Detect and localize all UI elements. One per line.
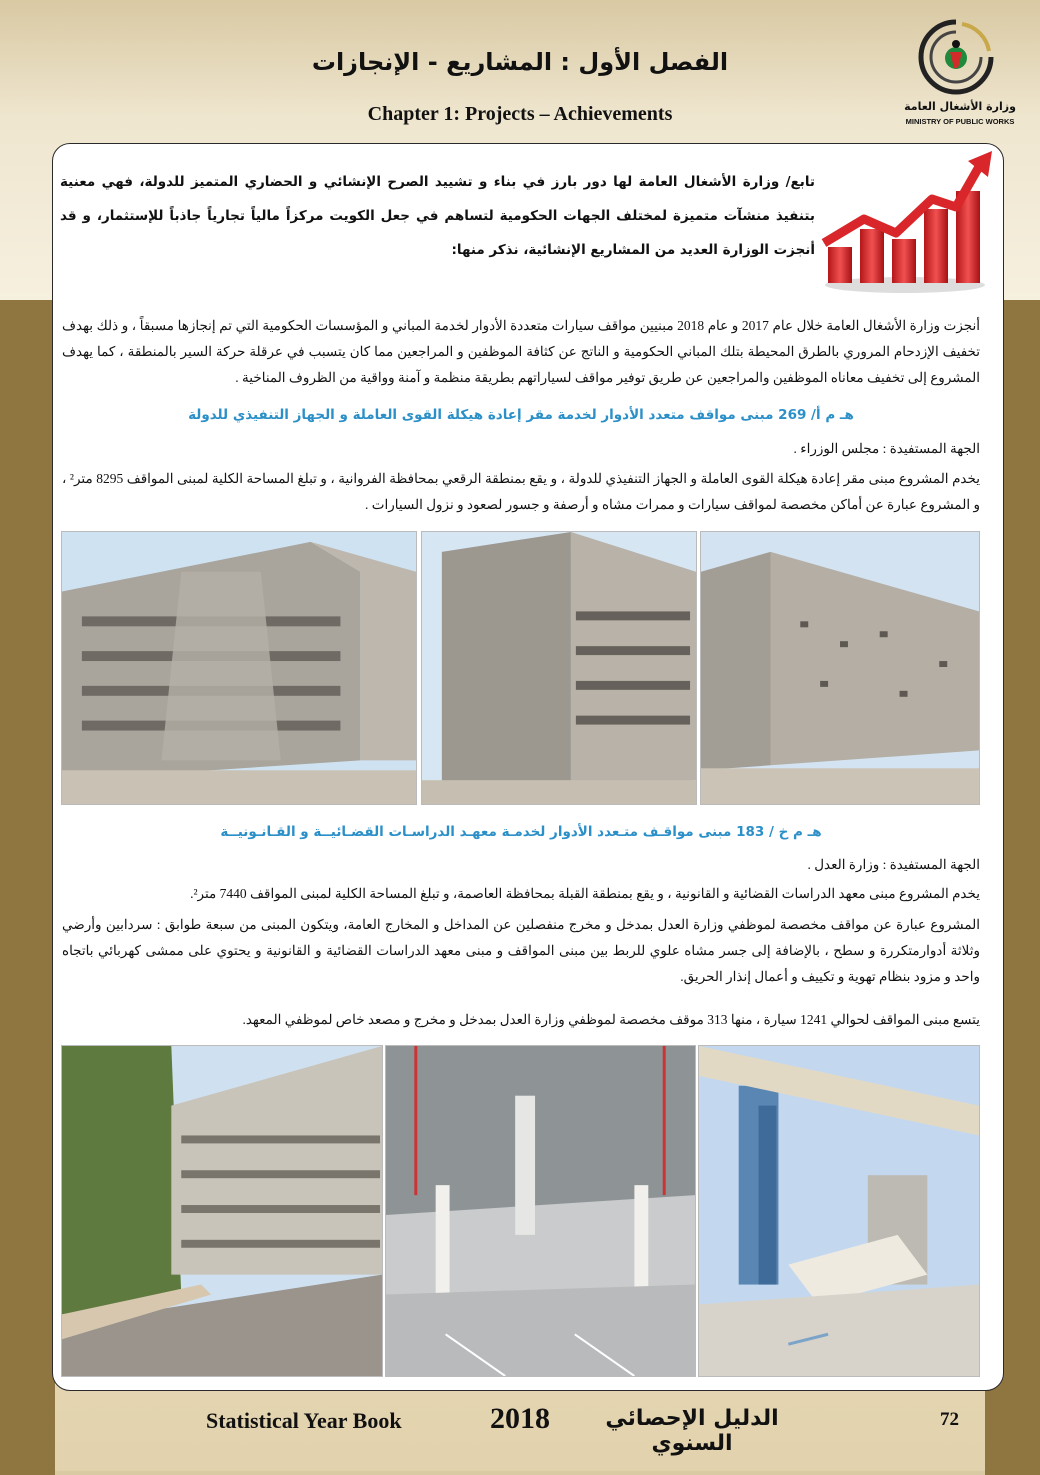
project2-photo-street-view [61, 1045, 383, 1377]
footer-title-english: Statistical Year Book [206, 1408, 402, 1433]
left-decorative-band [0, 300, 55, 1475]
project1-description: يخدم المشروع مبنى مقر إعادة هيكلة القوى العاملة و الجهاز التنفيذي للدولة ، و يقع بمنطقة الرقعي بمحافظة الفروانية ، و تبلغ المساحة الكلية لمبنى المواقف 8295 متر² ، و المشروع عبارة عن أماكن مخصصة لمواقف سيارات و ممرات مشاه و أرصفة و جسور لصعود و نزول السيارات . [62, 471, 980, 512]
page-number: 72 [940, 1409, 959, 1430]
project1-heading: هـ م أ/ 269 مبنى مواقف متعدد الأدوار لخدمة مقر إعادة هيكلة القوى العاملة و الجهاز التنفيذي للدولة [188, 407, 854, 423]
summary-paragraph: أنجزت وزارة الأشغال العامة خلال عام 2017 و عام 2018 مبنيين مواقف سيارات متعددة الأدوار لخدمة المباني و المؤسسات الحكومية التي تم إنجازها مسبقاً ، و ذلك بهدف تخفيف الإزدحام المروري بالطرق المحيطة بتلك المباني الحكومية و الناتج عن كثافة الموظفين و المراجعين مما كان يتسبب في عرقلة حركة السير بالمنطقة ، كما يهدف المشروع إلى تخفيف معاناه الموظفين والمراجعين عن طريق توفير مواقف لسياراتهم بطريقة منظمة و آمنة وواقية من الظروف المناخية . [62, 318, 981, 385]
project1-beneficiary: الجهة المستفيدة : مجلس الوزراء . [793, 441, 980, 456]
project2-beneficiary: الجهة المستفيدة : وزارة العدل . [807, 857, 980, 872]
chapter-title-arabic: الفصل الأول : المشاريع - الإنجازات [311, 48, 729, 76]
project1-photo-building-corner [61, 531, 417, 805]
footer-year: 2018 [490, 1402, 550, 1435]
project2-heading: هـ م خ / 183 مبنى مواقـف متـعدد الأدوار لخدمـة معهـد الدراسـات القضـائيــة و القـانـونيــة [220, 824, 822, 840]
project1-photo-building-front [421, 531, 697, 805]
project2-photo-rooftop-view [698, 1045, 980, 1377]
ministry-emblem-icon [917, 18, 995, 96]
project2-capacity: يتسع مبنى المواقف لحوالي 1241 سيارة ، منها 313 موقف مخصصة لموظفي وزارة العدل بمدخل و مخرج و مصعد خاص لموظفي المعهد. [242, 1012, 980, 1027]
project2-description: المشروع عبارة عن مواقف مخصصة لموظفي وزارة العدل بمدخل و مخرج منفصلين عن المداخل و المخارج العامة، ويتكون المبنى من سبعة طوابق : سردابين وأرضي وثلاثة أدوارمتكررة و سطح ، بالإضافة إلى جسر مشاه علوي للربط بين مبنى المواقف و مبنى معهد الدراسات القضائية و القانونية و يحتوي على ممشى كهربائي باتجاه واحد و مزود بنظام تهوية و تكييف و أعمال إنذار الحريق. [62, 917, 980, 984]
project1-photo-building-side [700, 531, 980, 805]
ministry-logo [895, 18, 1025, 133]
project2-location: يخدم المشروع مبنى معهد الدراسات القضائية و القانونية ، و يقع بمنطقة القبلة بمحافظة العاصمة، و تبلغ المساحة الكلية لمبنى المواقف 7440 متر². [190, 886, 980, 901]
chapter-title-english: Chapter 1: Projects – Achievements [367, 103, 673, 125]
intro-paragraph: تابع/ وزارة الأشغال العامة لها دور بارز في بناء و تشييد الصرح الإنشائي و الحضاري المتميز للدولة، فهي معنية بتنفيذ منشآت متميزة لمختلف الجهات الحكومية لتساهم في جعل الكويت مركزاً مالياً تجارياً جاذباً للإستثمار، و قد أنجزت الوزارة العديد من المشاريع الإنشائية، نذكر منها: [60, 174, 815, 258]
growth-chart-icon [820, 147, 1002, 295]
footer-title-arabic: الدليل الإحصائي السنوي [605, 1406, 779, 1456]
ministry-name-english: MINISTRY OF PUBLIC WORKS [905, 117, 1015, 126]
project2-photo-interior-parking [385, 1045, 696, 1377]
ministry-name-arabic: وزارة الأشغال العامة [904, 100, 1016, 113]
